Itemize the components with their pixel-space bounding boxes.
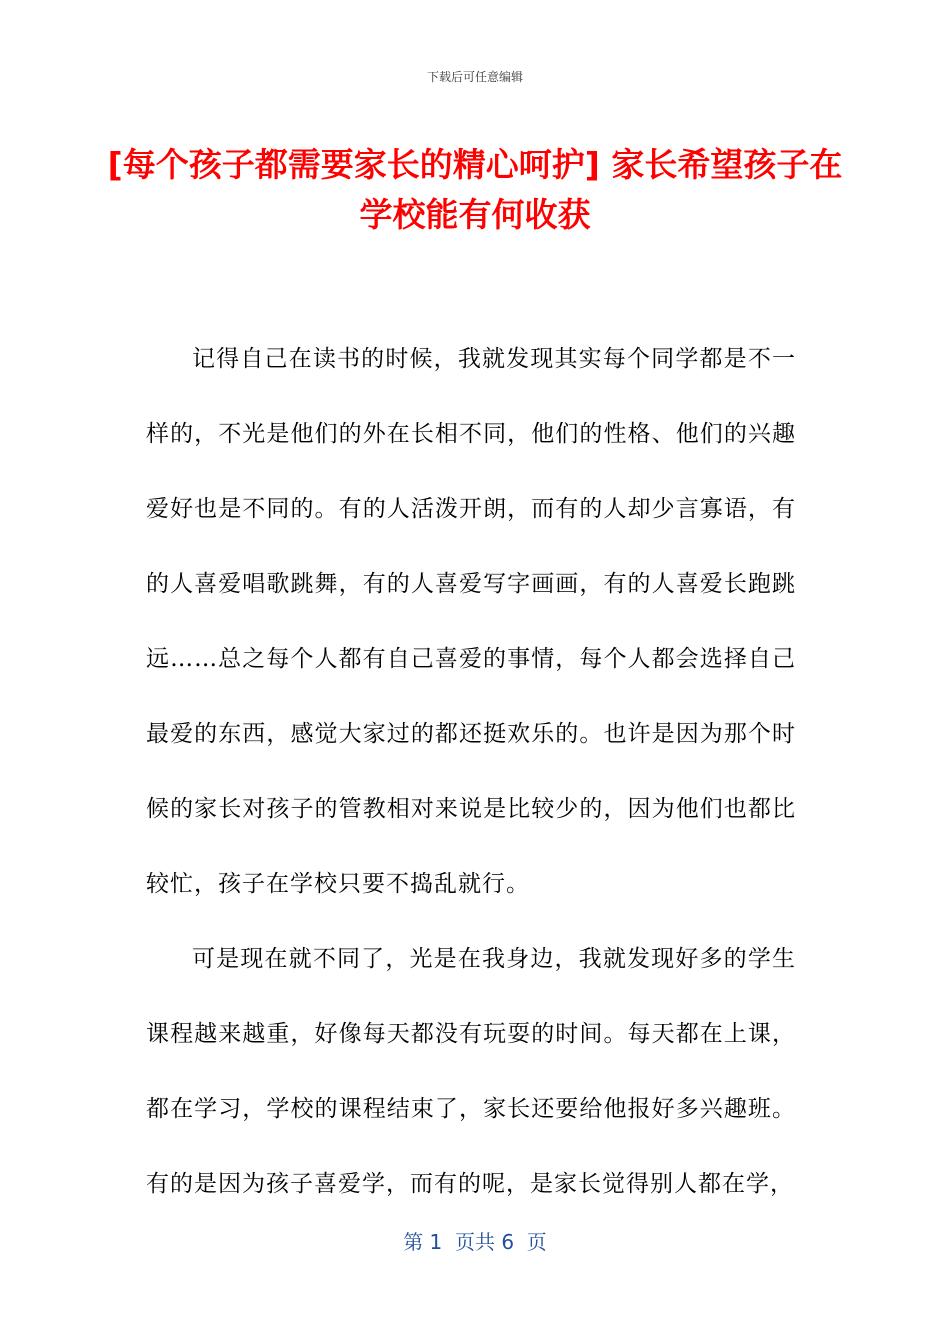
paragraph: 可是现在就不同了，光是在我身边，我就发现好多的学生课程越来越重，好像每天都没有玩耍的时间。每天都在上课，都在学习，学校的课程结束了，家长还要给他报好多兴趣班。有的是因为孩子喜爱学，而有的呢，是家长觉得别人都在学，: [146, 946, 796, 1197]
page-number-footer: 第 1 页共 6 页: [403, 1230, 547, 1254]
paragraph: 记得自己在读书的时候，我就发现其实每个同学都是不一样的，不光是他们的外在长相不同，他们的性格、他们的兴趣爱好也是不同的。有的人活泼开朗，而有的人却少言寡语，有的人喜爱唱歌跳舞，有的人喜爱写字画画，有的人喜爱长跑跳远……总之每个人都有自己喜爱的事情，每个人都会选择自己最爱的东西，感觉大家过的都还挺欢乐的。也许是因为那个时候的家长对孩子的管教相对来说是比较少的，因为他们也都比较忙，孩子在学校只要不捣乱就行。: [146, 346, 796, 897]
header-note: 下载后可任意编辑: [426, 70, 523, 84]
document-title: [每个孩子都需要家长的精心呵护] 家长希望孩子在学校能有何收获: [107, 145, 843, 234]
document-body: [146, 322, 796, 1222]
